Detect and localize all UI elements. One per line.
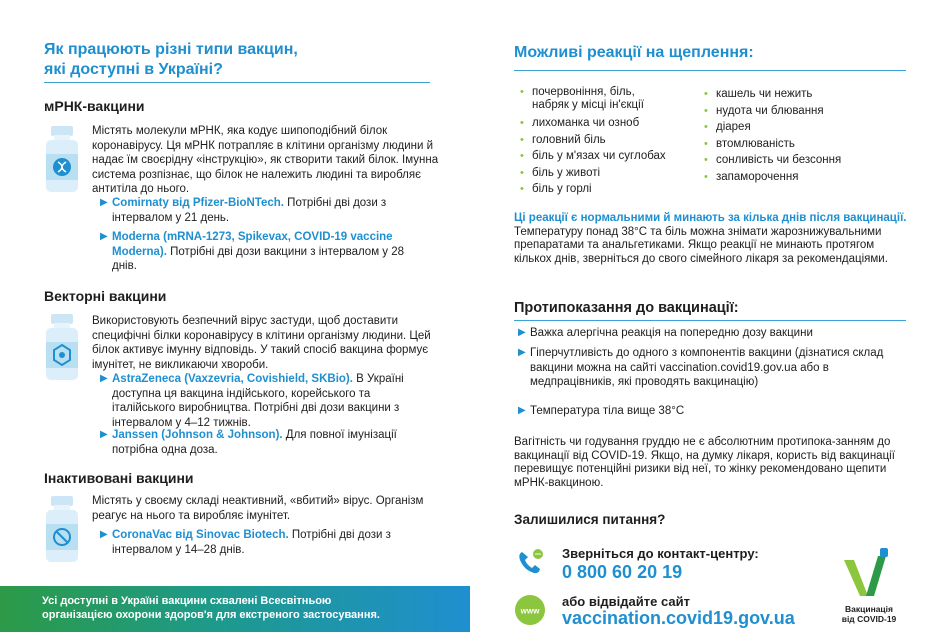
mrna-description: Містять молекули мРНК, яка кодує шипоподібний білок коронавірусу. Ця мРНК потрапляє в клітини організму людини й надає їм своєрідну «інструкцію», як створити такий білок. Імунна система розпізнає, що білок не належить людині та виробляє антитіла до нього. [92,125,439,195]
reaction-item [520,115,710,132]
www-label: www [520,606,540,616]
arrow-right-icon: ▶ [100,373,108,384]
vaccine-name: Moderna (mRNA-1273, Spikevax, COVID-19 vaccine Moderna). [112,231,393,258]
vaccine-details: Потрібні дві дози з інтервалом у 21 день. [112,197,387,224]
reactions-list-1 [520,86,710,198]
reaction-text: головний біль [532,133,606,146]
reaction-text: лихоманка чи озноб [532,117,640,129]
reaction-text: запаморочення [716,170,799,183]
reaction-item [520,181,710,198]
vaccine-vial-icon [42,494,82,564]
banner-line-2: організацією охорони здоров'я для екстреного застосування. [42,609,380,621]
reaction-item [520,132,710,149]
title-line-1: Як працюють різні типи вакцин, [44,41,298,58]
reaction-text: сонливість чи безсоння [716,154,842,166]
inactivated-description: Містять у своєму складі неактивний, «вбитий» вірус. Організм реагує на нього та виробляє імунітет. [92,495,424,522]
vaccine-item-astrazeneca [100,372,430,430]
vaccine-vial-icon [42,312,82,382]
reaction-item [704,103,904,120]
site-label: або відвідайте сайт [562,594,690,609]
reaction-text: втомлюваність [716,137,795,150]
phone-icon [514,546,546,578]
reaction-item [704,119,904,136]
reaction-item [704,169,904,186]
contraindication-text: Гіперчутливість до одного з компонентів вакцини (дізнатися склад вакцини можна на сайті vaccination.covid19.gov.ua або в медпрацівників, які проводять вакцинацію) [530,347,884,388]
vaccine-item-pfizer [100,196,420,225]
vaccine-item-janssen [100,428,430,457]
vaccine-name: Comirnaty від Pfizer-BioNTech. [112,197,284,209]
reaction-text: біль у горлі [532,183,592,195]
bullet-dot-icon: • [520,86,524,98]
website-link[interactable]: vaccination.covid19.gov.ua [562,608,795,628]
vaccine-item-coronavac [100,528,420,557]
vaccine-vial-icon [42,124,82,194]
bullet-dot-icon: • [704,104,708,117]
bullet-dot-icon: • [520,133,524,146]
contraindication-item [518,346,908,390]
section-heading-inactivated: Інактивовані вакцини [44,470,194,486]
banner-line-1: Усі доступні в Україні вакцини схвалені Всесвітньою [42,595,332,607]
bullet-dot-icon: • [520,117,524,129]
reactions-note-highlight: Ці реакції є нормальними й минають за кілька днів після вакцинації. [514,212,907,224]
reaction-text: почервоніння, біль, [532,86,635,98]
contraindication-item [518,404,908,419]
reaction-item [704,136,904,153]
arrow-right-icon: ▶ [518,347,526,358]
questions-title: Залишилися питання? [514,512,666,527]
who-approval-banner [0,586,470,632]
arrow-right-icon: ▶ [100,429,108,440]
reactions-list-2 [704,86,904,185]
reaction-text: біль у животі [532,166,601,179]
vaccine-name: CoronaVac від Sinovac Biotech. [112,529,289,541]
vaccine-name: AstraZeneca (Vaxzevria, Covishield, SKBio). [112,373,353,385]
vaccine-details: В Україні доступна ця вакцина індійського, корейського та італійського виробництва. Потрібні дві дози вакцини з інтервалом у 4–12 тижнів. [112,373,404,429]
page-title [44,40,434,80]
bullet-dot-icon: • [704,121,708,133]
arrow-right-icon: ▶ [100,231,108,242]
arrow-right-icon: ▶ [100,529,108,540]
reaction-text: нудота чи блювання [716,104,824,117]
logo-line-2: від COVID-19 [841,614,897,624]
vaccine-name: Janssen (Johnson & Johnson). [112,429,283,441]
contraindication-text: Температура тіла вище 38°С [530,405,685,417]
contraindications-title: Протипоказання до вакцинації: [514,300,739,316]
reaction-item [520,148,710,165]
title-divider [44,82,430,83]
vaccine-item-moderna [100,230,420,274]
arrow-right-icon: ▶ [100,197,108,208]
pregnancy-note: Вагітність чи годування груддю не є абсолютним протипока-занням до вакцинації від COVID-19. Якщо, на думку лікаря, користь від вакцинації перевищує потенційні ризики від неї, то жінку рекомендовано щепити мРНК-вакциною. [514,436,895,489]
reaction-item [520,86,710,112]
reactions-title: Можливі реакції на щеплення: [514,44,754,61]
website-icon [514,594,546,626]
phone-number[interactable]: 0 800 60 20 19 [562,562,683,582]
vaccine-details: Потрібні дві дози вакцини з інтервалом у 28 днів. [112,245,405,272]
reaction-item [520,165,710,182]
bullet-dot-icon: • [704,170,708,183]
reaction-item [704,152,904,169]
bullet-dot-icon: • [704,137,708,150]
arrow-right-icon: ▶ [518,405,526,416]
reactions-divider [514,70,906,71]
bullet-dot-icon: • [704,88,708,100]
contraindication-text: Важка алергічна реакція на попередню дозу вакцини [530,327,813,339]
section-heading-vector: Векторні вакцини [44,288,167,304]
vaccine-details: Потрібні дві дози з інтервалом у 14–28 днів. [112,529,391,556]
reaction-text: біль у м'язах чи суглобах [532,150,666,162]
section-heading-mrna: мРНК-вакцини [44,98,145,114]
reactions-note [514,212,914,266]
logo-line-1: Вакцинація [845,604,893,614]
title-line-2: які доступні в Україні? [44,61,223,78]
right-column [470,0,940,644]
reaction-text: діарея [716,121,751,133]
contact-center-label: Зверніться до контакт-центру: [562,546,759,561]
bullet-dot-icon: • [520,150,524,162]
bullet-dot-icon: • [704,154,708,166]
contraindication-item [518,326,908,341]
reaction-text: кашель чи нежить [716,88,813,100]
bullet-dot-icon: • [520,183,524,195]
vector-description: Використовують безпечний вірус застуди, щоб доставити специфічні білки коронавірусу в клітини організму людини. Цей білок активує імунну відповідь. У такий спосіб вакцина формує імунітет, не викликаючи хвороби. [92,315,431,371]
arrow-right-icon: ▶ [518,327,526,338]
contraindications-divider [514,320,906,321]
reaction-text: набряк у місці ін'єкції [532,99,644,111]
reaction-item [704,86,904,103]
logo-caption [824,604,914,624]
vaccine-details: Для повної імунізації потрібна одна доза. [112,429,397,456]
bullet-dot-icon: • [520,166,524,179]
reactions-note-text: Температуру понад 38°С та біль можна знімати жарознижувальними препаратами та анальгетиками. Якщо реакції не минають протягом кількох днів, зверніться до свого сімейного лікаря за рекомендаціями. [514,225,888,265]
